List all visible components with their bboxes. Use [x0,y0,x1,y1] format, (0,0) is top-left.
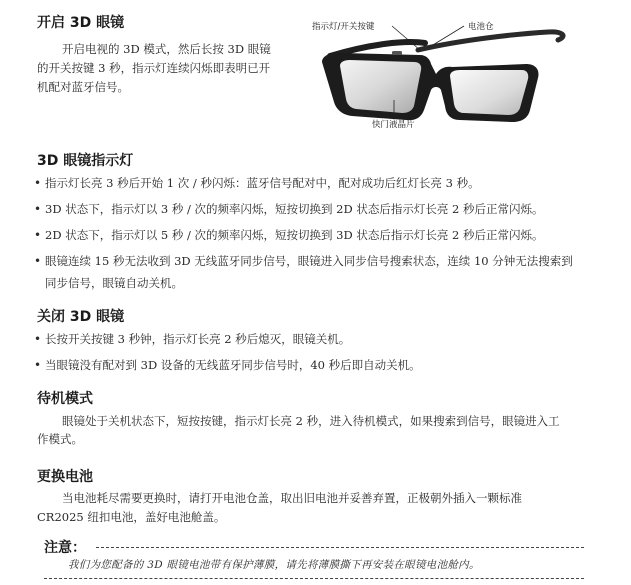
section-title-power-off: 关闭 3D 眼镜 [37,309,125,325]
battery-line-1: 当电池耗尽需要更换时，请打开电池仓盖，取出旧电池并妥善弃置，正极朝外插入一颗标准 [62,491,522,505]
note-divider-top [96,547,584,548]
section-title-battery: 更换电池 [37,469,93,485]
pairing-line-1: 开启电视的 3D 模式，然后长按 3D 眼镜 [62,42,271,56]
poweroff-list [34,326,594,378]
list-item: • 3D 状态下，指示灯以 3 秒 / 次的频率闪烁，短按切换到 2D 状态后指示灯长亮 2 秒后正常闪烁。 [34,196,594,222]
note-divider-bottom [44,578,584,579]
section-title-standby: 待机模式 [37,391,93,407]
section-title-indicator: 3D 眼镜指示灯 [37,153,134,169]
list-item: • 2D 状态下，指示灯以 5 秒 / 次的频率闪烁，短按切换到 3D 状态后指示灯长亮 2 秒后正常闪烁。 [34,222,594,248]
note-text: 我们为您配备的 3D 眼镜电池带有保护薄膜，请先将薄膜撕下再安装在眼镜电池舱内。 [68,559,480,571]
section-title-power-on: 开启 3D 眼镜 [37,15,125,31]
pairing-line-3: 机配对蓝牙信号。 [37,80,129,94]
standby-line-1: 眼镜处于关机状态下，短按按键，指示灯长亮 2 秒，进入待机模式，如果搜索到信号，眼镜进入工 [62,414,560,428]
callout-shutter-lens: 快门液晶片 [372,120,415,130]
indicator-list [34,170,594,274]
pairing-line-2: 的开关按键 3 秒，指示灯连续闪烁即表明已开 [37,61,271,75]
callout-indicator-button: 指示灯/开关按键 [312,22,375,32]
battery-line-2: CR2025 纽扣电池，盖好电池舱盖。 [37,510,226,524]
standby-line-2: 作模式。 [37,432,83,446]
indicator-item-4-continued: 同步信号，眼镜自动关机。 [45,276,183,290]
glasses-figure [300,10,600,130]
callout-battery-compartment: 电池仓 [468,22,494,32]
list-item: • 指示灯长亮 3 秒后开始 1 次 / 秒闪烁：蓝牙信号配对中，配对成功后红灯长亮 3 秒。 [34,170,594,196]
list-item: • 眼镜连续 15 秒无法收到 3D 无线蓝牙同步信号，眼镜进入同步信号搜索状态，连续 10 分钟无法搜索到 [34,248,594,274]
list-item: • 长按开关按键 3 秒钟，指示灯长亮 2 秒后熄灭，眼镜关机。 [34,326,594,352]
note-title: 注意： [44,540,86,556]
list-item: • 当眼镜没有配对到 3D 设备的无线蓝牙同步信号时，40 秒后即自动关机。 [34,352,594,378]
